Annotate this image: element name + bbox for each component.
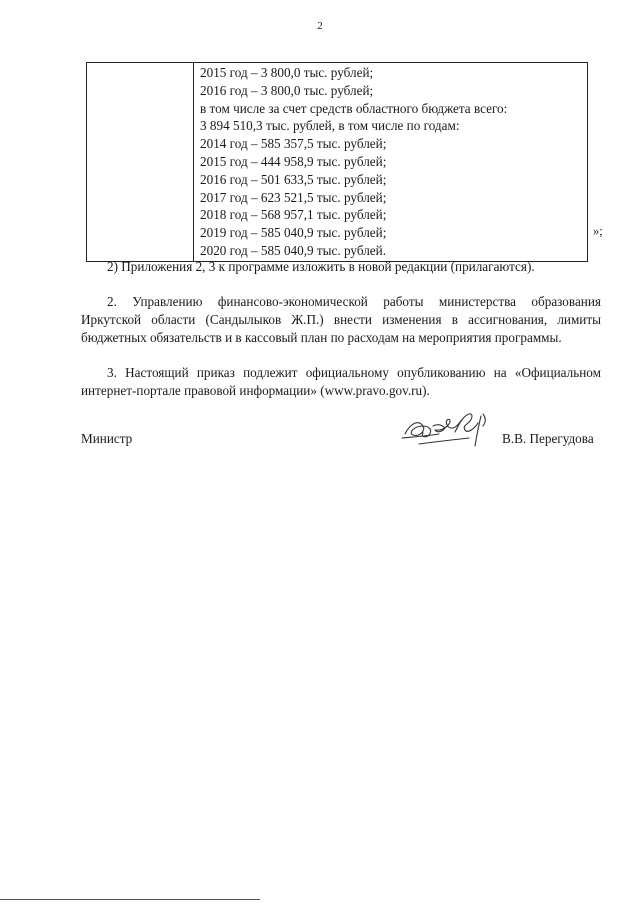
handwritten-signature: [399, 404, 499, 452]
signer-position: Министр: [81, 431, 133, 446]
paragraph-finance-department: 2. Управлению финансово-экономической работы министерства образования Иркутской области (Сандылыков Ж.П.) внести изменения в ассигнования, лимиты бюджетных обязательств и в кассовый план по расходам на мероприятия программы.: [81, 294, 601, 345]
footer-rule: [0, 899, 260, 900]
budget-table: [86, 62, 588, 262]
table-line: 3 894 510,3 тыс. рублей, в том числе по годам:: [200, 118, 460, 134]
table-line: в том числе за счет средств областного бюджета всего:: [200, 100, 508, 116]
table-line: 2015 год – 3 800,0 тыс. рублей;: [200, 65, 374, 80]
table-line: 2015 год – 444 958,9 тыс. рублей;: [200, 153, 387, 169]
table-row: [87, 63, 588, 262]
table-empty-cell: [87, 63, 194, 262]
table-line: 2016 год – 501 633,5 тыс. рублей;: [200, 171, 387, 187]
table-line: 2019 год – 585 040,9 тыс. рублей;: [200, 225, 387, 241]
table-line: 2018 год – 568 957,1 тыс. рублей;: [200, 207, 387, 223]
table-line: 2016 год – 3 800,0 тыс. рублей;: [200, 82, 374, 98]
table-line: 2020 год – 585 040,9 тыс. рублей.: [200, 242, 386, 258]
table-line: 2014 год – 585 357,5 тыс. рублей;: [200, 136, 387, 152]
page-number: 2: [317, 20, 323, 32]
table-values-cell: [194, 63, 588, 262]
closing-quote: »;: [593, 224, 603, 238]
paragraph-publication: 3. Настоящий приказ подлежит официальному опубликованию на «Официальном интернет-портале правовой информации» (www.pravo.gov.ru).: [81, 365, 601, 398]
table-line: 2017 год – 623 521,5 тыс. рублей;: [200, 189, 387, 205]
paragraph-annex-update: 2) Приложения 2, 3 к программе изложить в новой редакции (прилагаются).: [107, 259, 535, 274]
signer-name: В.В. Перегудова: [502, 431, 594, 446]
